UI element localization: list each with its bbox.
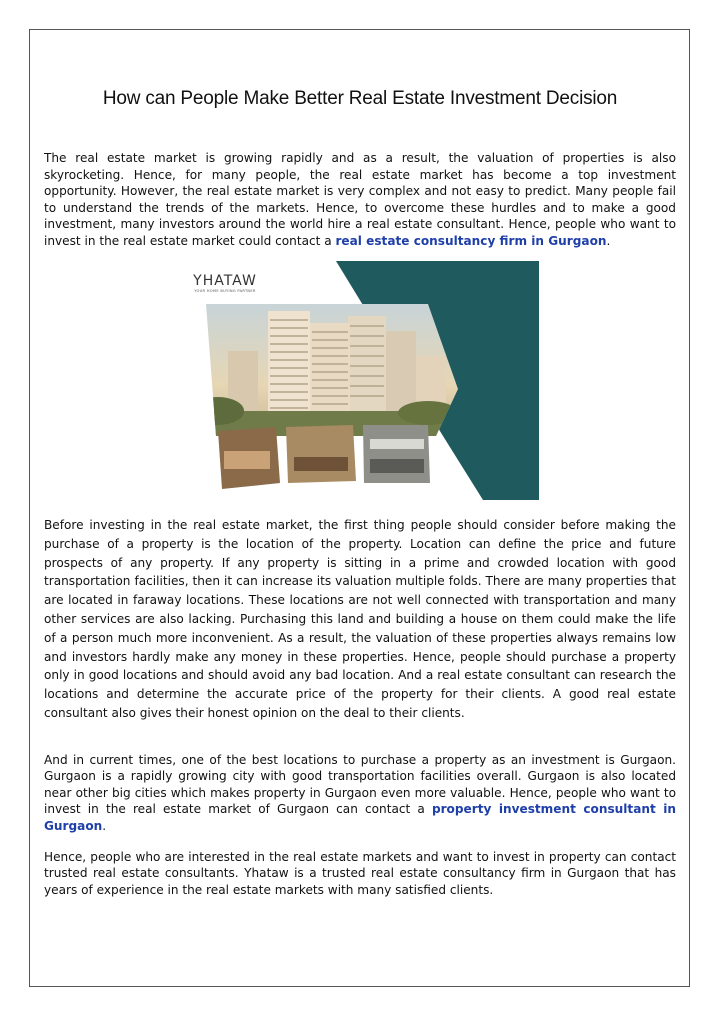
- lounge-thumbnail: [286, 425, 356, 483]
- location-paragraph: Before investing in the real estate market, the first thing people should consider before making the purchase of a property is the location of the property. Location can define the price and future prospects of any property. If any property is sitting in a prime and crowded location with good transportation facilities, then it can increase its valuation multiple folds. There are many properties that are located in faraway locations. These locations are not well connected with transportation and many other services are also lacking. Purchasing this land and building a house on them could make the life of a person much more inconvenient. As a result, the valuation of these properties always remains low and investors hardly make any money in these properties. Hence, people should purchase a property only in good locations and should avoid any bad location. And a real estate consultant can research the locations and determine the accurate price of the property for their clients. A good real estate consultant also gives their honest opinion on the deal to their clients.: [44, 518, 676, 720]
- thumbnail-row: [218, 425, 430, 489]
- promo-graphic: [188, 261, 539, 500]
- intro-end: .: [606, 233, 611, 248]
- building-photo: [188, 301, 468, 441]
- promo-image: [188, 261, 539, 500]
- intro-text: The real estate market is growing rapidly and as a result, the valuation of properties is also skyrocketing. Hence, for many people, the real estate market has become a top investment opportunity. However, the real estate market is very complex and not easy to predict. Many people fail to understand the trends of the markets. Hence, to overcome these hurdles and to make a good investment, many investors around the world hire a real estate consultant. Hence, people who want to invest in the real estate market could contact a: [44, 151, 676, 248]
- closing-paragraph: Hence, people who are interested in the real estate markets and want to invest in property can contact trusted real estate consultants. Yhataw is a trusted real estate consultancy firm in Gurgaon that has years of experience in the real estate markets with many satisfied clients.: [44, 850, 676, 897]
- yhataw-logo: [190, 274, 260, 294]
- intro-paragraph: [44, 150, 676, 250]
- logo-wordmark: YHATAW: [193, 273, 257, 289]
- gurgaon-paragraph: [44, 752, 676, 834]
- gurgaon-text: And in current times, one of the best locations to purchase a property as an investment is Gurgaon. Gurgaon is a rapidly growing city with good transportation facilities overall. Gurgaon is also located near other big cities which makes property in Gurgaon even more valuable. Hence, people who want to invest in the real estate market of Gurgaon can contact a: [44, 753, 676, 817]
- gym-thumbnail: [363, 425, 430, 483]
- logo-tagline: YOUR HOME BUYING PARTNER: [194, 289, 256, 293]
- gurgaon-end: .: [102, 818, 107, 833]
- document-title: How can People Make Better Real Estate Investment Decision: [102, 88, 618, 109]
- investment-consultant-link[interactable]: property investment consultant in Gurgaon: [44, 802, 677, 833]
- consultancy-firm-link[interactable]: real estate consultancy firm in Gurgaon: [335, 233, 607, 248]
